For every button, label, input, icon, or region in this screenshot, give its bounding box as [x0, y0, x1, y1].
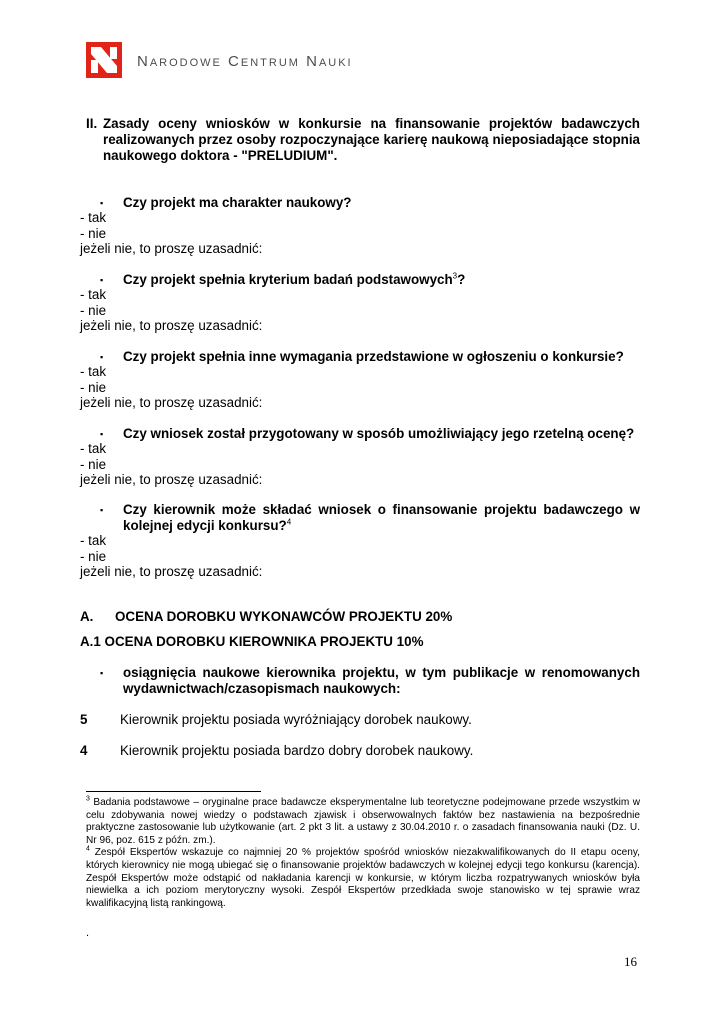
option-no: - nie	[80, 226, 107, 241]
question-text: Czy projekt spełnia inne wymagania przedstawione w ogłoszeniu o konkursie?	[123, 349, 624, 364]
score-description: Kierownik projektu posiada bardzo dobry dorobek naukowy.	[120, 743, 474, 758]
trailing-dot: .	[86, 927, 90, 939]
footnote-text: Badania podstawowe – oryginalne prace badawcze eksperymentalne lub teoretyczne podejmowane przede wszystkim w celu zdobywania nowej wiedzy o podstawach zjawisk i obserwowalnych faktów bez nastawienia na bezpośrednie praktyczne zastosowanie lub użytkowanie (art. 2 pkt 3 lit. a ustawy z 30.04.2010 r. o zasadach finansowania nauki (Dz. U. Nr 96, poz. 615 z późn. zm.).	[86, 797, 640, 846]
option-yes: - tak	[80, 533, 107, 548]
footnotes	[86, 797, 640, 910]
option-yes: - tak	[80, 441, 107, 456]
option-no: - nie	[80, 549, 107, 564]
section-heading	[86, 116, 640, 164]
bullet-icon: ▪	[100, 275, 104, 285]
footnote-mark: 4	[86, 846, 90, 854]
question-3	[100, 349, 640, 365]
question-text: Czy projekt ma charakter naukowy?	[123, 195, 352, 210]
justify-prompt: jeżeli nie, to proszę uzasadnić:	[80, 395, 263, 410]
question-text: Czy projekt spełnia kryterium badań podstawowych	[123, 272, 453, 287]
question-text: Czy wniosek został przygotowany w sposób umożliwiający jego rzetelną ocenę?	[123, 426, 635, 441]
bullet-icon: ▪	[100, 198, 104, 208]
footnote-3	[86, 797, 640, 847]
option-yes: - tak	[80, 210, 107, 225]
section-title-text: OCENA DOROBKU WYKONAWCÓW PROJEKTU 20%	[115, 609, 453, 624]
brand-name	[137, 53, 353, 70]
question-1	[100, 195, 640, 211]
footnote-4	[86, 847, 640, 910]
bullet-icon: ▪	[100, 429, 104, 439]
heading-number: II.	[86, 116, 98, 131]
option-no: - nie	[80, 457, 107, 472]
section-letter: A.	[80, 609, 94, 624]
question-suffix: ?	[457, 272, 466, 287]
score-value: 5	[80, 712, 88, 727]
score-value: 4	[80, 743, 88, 758]
footnote-ref: 4	[286, 517, 292, 527]
question-2	[100, 272, 640, 288]
footnote-separator	[86, 791, 261, 792]
bullet-icon: ▪	[100, 505, 104, 515]
option-yes: - tak	[80, 364, 107, 379]
question-text: Czy kierownik może składać wniosek o finansowanie projektu badawczego w kolejnej edycji konkursu?	[123, 502, 640, 533]
page-number: 16	[624, 954, 637, 969]
criterion-item	[100, 665, 640, 697]
justify-prompt: jeżeli nie, to proszę uzasadnić:	[80, 564, 263, 579]
option-no: - nie	[80, 380, 107, 395]
score-description: Kierownik projektu posiada wyróżniający dorobek naukowy.	[120, 712, 472, 727]
section-a-title	[80, 609, 452, 625]
brand-text: Narodowe Centrum Nauki	[137, 53, 353, 70]
footnote-ref: 3	[452, 271, 458, 281]
heading-text: Zasady oceny wniosków w konkursie na finansowanie projektów badawczych realizowanych przez osoby rozpoczynające karierę naukową nieposiadające stopnia naukowego doktora - "PRELUDIUM".	[103, 116, 640, 163]
option-yes: - tak	[80, 287, 107, 302]
question-4	[100, 426, 640, 442]
justify-prompt: jeżeli nie, to proszę uzasadnić:	[80, 241, 263, 256]
footnote-text: Zespół Ekspertów wskazuje co najmniej 20 % projektów spośród wniosków niezakwalifikowanych do II etapu oceny, których kierownicy nie mogą ubiegać się o finansowanie projektów badawczych w kolejnej edycji tego konkursu (karencja). Zespół Ekspertów może odstąpić od nakładania karencji w konkursie, w którym liczba rozpatrywanych wniosków była niewielka a ich poziom merytoryczny wysoki. Zespół Ekspertów przedkłada swoje stanowisko w tej sprawie wraz kwalifikacyjną listą rankingową.	[86, 847, 640, 909]
criterion-text: osiągnięcia naukowe kierownika projektu, w tym publikacje w renomowanych wydawnictwach/czasopismach naukowych:	[123, 665, 640, 696]
question-5	[100, 502, 640, 534]
bullet-icon: ▪	[100, 352, 104, 362]
ncn-logo-icon	[86, 42, 122, 78]
justify-prompt: jeżeli nie, to proszę uzasadnić:	[80, 318, 263, 333]
section-a1-title: A.1 OCENA DOROBKU KIEROWNIKA PROJEKTU 10%	[80, 634, 424, 649]
footnote-mark: 3	[86, 795, 90, 803]
justify-prompt: jeżeli nie, to proszę uzasadnić:	[80, 472, 263, 487]
bullet-icon: ▪	[100, 668, 104, 678]
option-no: - nie	[80, 303, 107, 318]
